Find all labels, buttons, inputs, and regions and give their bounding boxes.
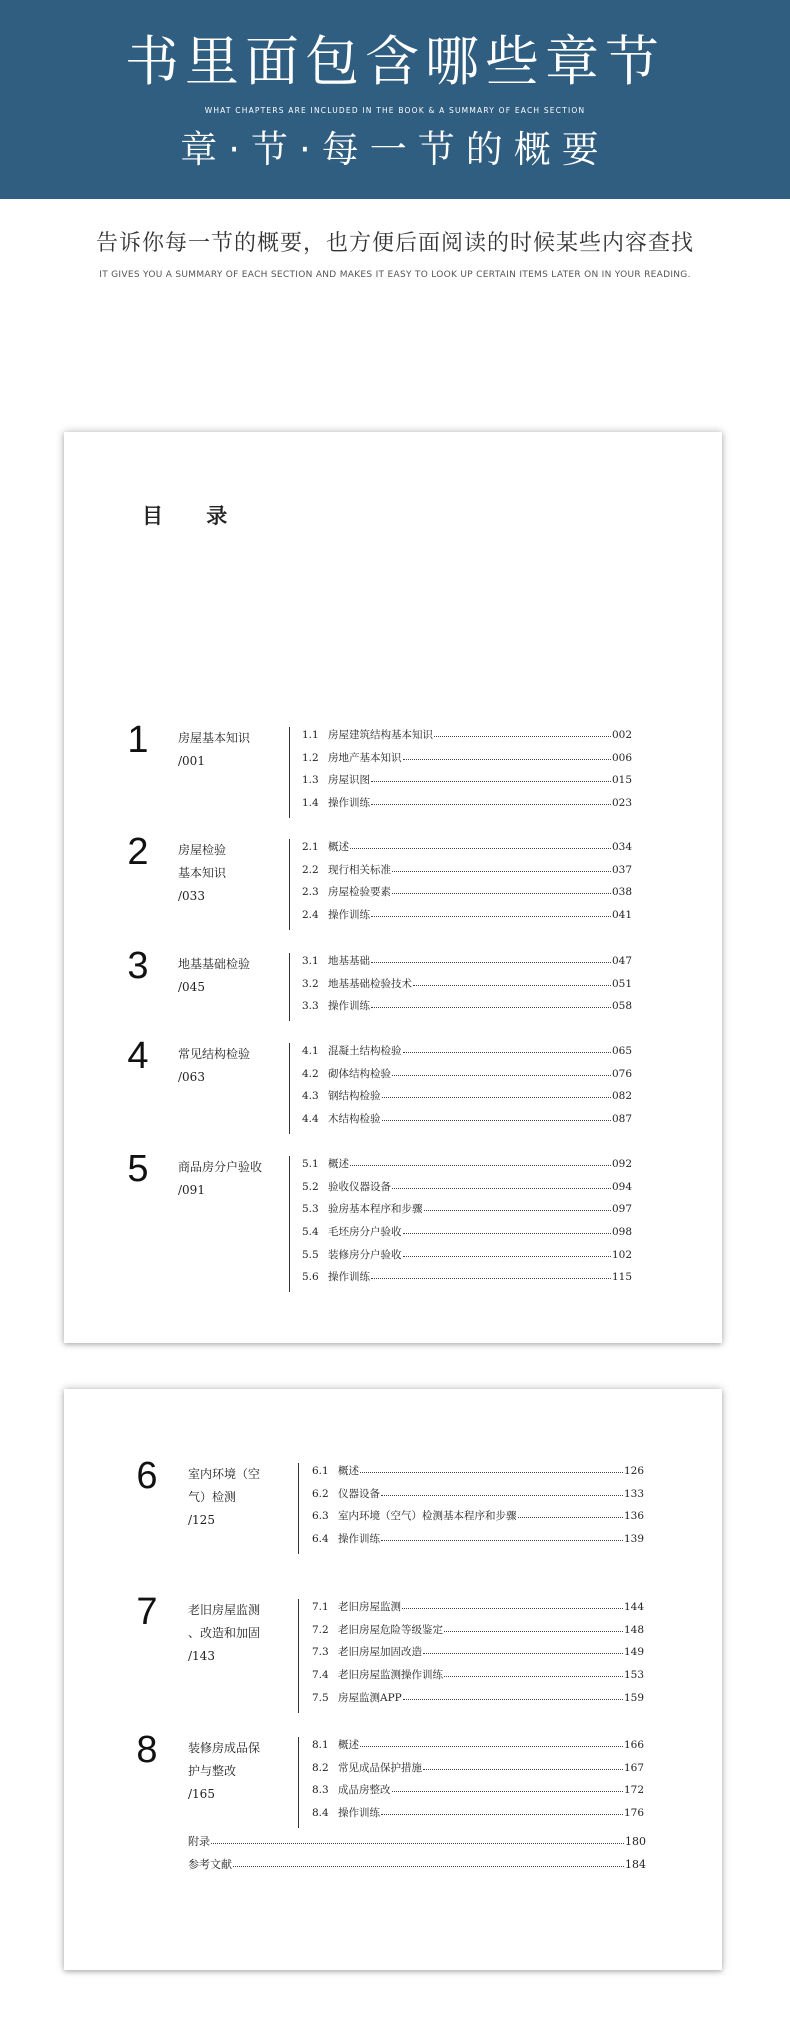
dot-leader (371, 954, 611, 963)
dot-leader (360, 1464, 623, 1473)
section-list (302, 727, 632, 818)
dot-leader (423, 1761, 623, 1770)
section-page: 172 (623, 1784, 644, 1797)
banner-subtitle-en: WHAT CHAPTERS ARE INCLUDED IN THE BOOK & A SUMMARY OF EACH SECTION (204, 106, 586, 115)
section-page: 065 (611, 1045, 632, 1057)
section-title: 老旧房屋加固改造 (338, 1646, 422, 1659)
chapter-title-line: 护与整改 (188, 1764, 237, 1778)
toc-section-row[interactable] (312, 1737, 644, 1760)
section-page: 115 (611, 1271, 632, 1284)
section-title: 操作训练 (328, 797, 370, 810)
section-title: 房屋检验要素 (328, 886, 391, 899)
dot-leader (382, 1089, 611, 1098)
section-number: 6.4 (312, 1533, 329, 1546)
dot-leader (211, 1835, 624, 1844)
section-number: 1.3 (302, 774, 319, 787)
toc-section-row[interactable] (302, 1088, 632, 1111)
dot-leader (423, 1645, 623, 1654)
section-title: 验房基本程序和步骤 (328, 1203, 423, 1216)
section-page: 102 (611, 1248, 632, 1261)
section-number: 2.4 (302, 909, 319, 922)
chapter-title[interactable] (178, 953, 290, 999)
section-number: 7.5 (312, 1691, 329, 1704)
dot-leader (403, 1225, 611, 1234)
toc-section-row[interactable] (302, 998, 632, 1021)
dot-leader (381, 1487, 623, 1496)
section-page: 051 (611, 977, 632, 990)
section-number: 3.2 (302, 977, 319, 990)
chapter-title[interactable] (178, 839, 290, 908)
dot-leader (350, 1157, 611, 1166)
section-title: 混凝土结构检验 (328, 1045, 402, 1057)
dot-leader (444, 1623, 623, 1632)
section-title: 参考文献 (188, 1858, 232, 1871)
chapter-divider (298, 1599, 299, 1713)
chapter-title[interactable] (178, 1043, 290, 1089)
dot-leader (518, 1509, 623, 1518)
dot-leader (392, 1180, 611, 1189)
section-list (302, 1156, 632, 1292)
toc-section-row[interactable] (312, 1531, 644, 1554)
dot-leader (402, 1600, 623, 1609)
chapter-title-line: /125 (188, 1513, 215, 1527)
chapter-title-line: 气）检测 (188, 1490, 237, 1504)
toc-section-row[interactable] (302, 1156, 632, 1179)
toc-page-1 (64, 432, 722, 1343)
section-title: 操作训练 (338, 1533, 380, 1546)
section-page: 180 (625, 1835, 646, 1848)
section-page: 144 (623, 1601, 644, 1613)
section-number: 7.1 (312, 1601, 329, 1613)
dot-leader (413, 977, 611, 986)
toc-section-row[interactable] (312, 1667, 644, 1690)
dot-leader (381, 1806, 623, 1815)
dot-leader (371, 796, 611, 805)
toc-section-row[interactable] (302, 1043, 632, 1066)
section-title: 操作训练 (328, 1271, 370, 1284)
section-number: 6.2 (312, 1487, 329, 1500)
section-title: 现行相关标准 (328, 863, 391, 876)
chapter-number: 8 (136, 1729, 158, 1771)
section-page: 047 (611, 955, 632, 967)
section-number: 7.3 (312, 1646, 329, 1659)
dot-leader (350, 840, 611, 849)
dot-leader (392, 885, 611, 894)
section-number: 2.1 (302, 841, 319, 853)
section-title: 房屋识图 (328, 774, 370, 787)
toc-section-row[interactable] (302, 1224, 632, 1247)
chapter-title-line: /001 (178, 754, 205, 768)
chapter-divider (289, 953, 290, 1021)
section-page: 098 (611, 1226, 632, 1239)
section-page: 184 (625, 1858, 646, 1871)
section-page: 015 (611, 774, 632, 787)
dot-leader (403, 1248, 611, 1257)
section-list (302, 953, 632, 1021)
toc-section-row[interactable] (302, 976, 632, 999)
section-page: 097 (611, 1203, 632, 1216)
chapter-divider (289, 839, 290, 930)
dot-leader (403, 1044, 611, 1053)
toc-section-row[interactable] (302, 750, 632, 773)
dot-leader (392, 1783, 623, 1792)
section-page: 159 (623, 1691, 644, 1704)
section-page: 082 (611, 1090, 632, 1103)
section-title: 老旧房屋监测操作训练 (338, 1669, 443, 1682)
section-page: 041 (611, 909, 632, 922)
toc-section-row[interactable] (302, 1247, 632, 1270)
section-title: 室内环境（空气）检测基本程序和步骤 (338, 1510, 517, 1523)
section-list (312, 1737, 644, 1828)
section-page: 087 (611, 1113, 632, 1126)
chapter-number: 5 (127, 1148, 149, 1190)
section-title: 操作训练 (328, 909, 370, 922)
chapter-divider (289, 1156, 290, 1292)
chapter-title-line: 地基基础检验 (178, 957, 251, 971)
toc-section-row[interactable] (312, 1486, 644, 1509)
section-title: 操作训练 (338, 1807, 380, 1820)
section-page: 167 (623, 1761, 644, 1774)
chapter-title-line: 基本知识 (178, 866, 227, 880)
chapter-title-line: 常见结构检验 (178, 1047, 251, 1061)
chapter-title-line: 房屋检验 (178, 843, 227, 857)
section-title: 概述 (328, 1158, 349, 1170)
section-number: 5.3 (302, 1203, 319, 1216)
section-number: 5.5 (302, 1248, 319, 1261)
section-title: 砌体结构检验 (328, 1067, 391, 1080)
section-title: 成品房整改 (338, 1784, 391, 1797)
section-title: 装修房分户验收 (328, 1248, 402, 1261)
chapter-number: 6 (136, 1455, 158, 1497)
toc-section-row[interactable] (312, 1508, 644, 1531)
dot-leader (371, 773, 611, 782)
section-number: 5.1 (302, 1158, 319, 1170)
toc-section-row[interactable] (302, 862, 632, 885)
dot-leader (233, 1858, 624, 1867)
section-number: 4.2 (302, 1067, 319, 1080)
dot-leader (403, 1691, 623, 1700)
chapter-title-line: 房屋基本知识 (178, 731, 251, 745)
section-page: 058 (611, 1000, 632, 1013)
chapter-title-line: /045 (178, 980, 205, 994)
section-title: 操作训练 (328, 1000, 370, 1013)
section-title: 房地产基本知识 (328, 751, 402, 764)
chapter-title-line: /143 (188, 1649, 215, 1663)
dot-leader (392, 1067, 611, 1076)
toc-section-row[interactable] (302, 727, 632, 750)
section-title: 地基基础检验技术 (328, 977, 412, 990)
chapter-number: 4 (127, 1035, 149, 1077)
toc-section-row[interactable] (302, 884, 632, 907)
toc-section-row[interactable] (302, 1201, 632, 1224)
section-title: 老旧房屋监测 (338, 1601, 401, 1613)
section-page: 094 (611, 1180, 632, 1193)
section-page: 166 (623, 1739, 644, 1751)
section-number: 3.1 (302, 955, 319, 967)
section-number: 1.4 (302, 797, 319, 810)
chapter-title[interactable] (188, 1463, 300, 1532)
section-page: 034 (611, 841, 632, 853)
section-number: 6.3 (312, 1510, 329, 1523)
section-number: 7.2 (312, 1623, 329, 1636)
section-page: 038 (611, 886, 632, 899)
chapter-title[interactable] (178, 1156, 290, 1202)
chapter-title-line: 老旧房屋监测 (188, 1603, 261, 1617)
section-title: 概述 (328, 841, 349, 853)
dot-leader (382, 1112, 611, 1121)
toc-section-row[interactable] (312, 1463, 644, 1486)
chapter-divider (289, 1043, 290, 1134)
dot-leader (403, 751, 611, 760)
dot-leader (371, 1270, 611, 1279)
section-number: 4.1 (302, 1045, 319, 1057)
dot-leader (371, 908, 611, 917)
toc-section-row[interactable] (302, 1179, 632, 1202)
toc-section-row[interactable] (312, 1644, 644, 1667)
chapter-number: 7 (136, 1591, 158, 1633)
toc-section-row[interactable] (312, 1805, 644, 1828)
appendix-row[interactable] (188, 1856, 646, 1879)
chapter-title-line: /165 (188, 1787, 215, 1801)
section-number: 6.1 (312, 1465, 329, 1477)
toc-section-row[interactable] (302, 1111, 632, 1134)
chapter-number: 1 (127, 719, 149, 761)
chapter-divider (298, 1737, 299, 1828)
section-page: 139 (623, 1533, 644, 1546)
section-number: 8.1 (312, 1739, 329, 1751)
dot-leader (381, 1532, 623, 1541)
section-page: 037 (611, 863, 632, 876)
chapter-title-line: /063 (178, 1070, 205, 1084)
toc-section-row[interactable] (312, 1760, 644, 1783)
section-list (302, 1043, 632, 1134)
chapter-title[interactable] (178, 727, 290, 773)
section-number: 1.1 (302, 729, 319, 741)
banner-title: 书里面包含哪些章节 (125, 30, 665, 93)
section-title: 仪器设备 (338, 1487, 380, 1500)
section-title: 毛坯房分户验收 (328, 1226, 402, 1239)
chapter-number: 3 (127, 945, 149, 987)
toc-section-row[interactable] (302, 907, 632, 930)
section-page: 148 (623, 1623, 644, 1636)
chapter-title-line: 、改造和加固 (188, 1626, 261, 1640)
section-title: 概述 (338, 1465, 359, 1477)
chapter-title-line: 室内环境（空 (188, 1467, 261, 1481)
dot-leader (424, 1202, 611, 1211)
chapter-title-line: /091 (178, 1183, 205, 1197)
toc-section-row[interactable] (302, 1066, 632, 1089)
section-page: 002 (611, 729, 632, 741)
toc-section-row[interactable] (312, 1622, 644, 1645)
toc-section-row[interactable] (312, 1782, 644, 1805)
section-page: 149 (623, 1646, 644, 1659)
toc-section-row[interactable] (302, 1269, 632, 1292)
section-number: 8.3 (312, 1784, 329, 1797)
section-list (302, 839, 632, 930)
section-title: 房屋建筑结构基本知识 (328, 729, 433, 741)
chapter-title-line: /033 (178, 889, 205, 903)
chapter-title[interactable] (188, 1599, 300, 1668)
section-number: 4.4 (302, 1113, 319, 1126)
toc-heading: 目 录 (142, 503, 246, 528)
section-number: 2.3 (302, 886, 319, 899)
section-number: 4.3 (302, 1090, 319, 1103)
toc-section-row[interactable] (302, 953, 632, 976)
section-number: 8.2 (312, 1761, 329, 1774)
section-title: 老旧房屋危险等级鉴定 (338, 1623, 443, 1636)
toc-page-2 (64, 1389, 722, 1970)
chapter-divider (289, 727, 290, 818)
section-title: 概述 (338, 1739, 359, 1751)
section-page: 136 (623, 1510, 644, 1523)
section-title: 钢结构检验 (328, 1090, 381, 1103)
toc-section-row[interactable] (302, 795, 632, 818)
section-number: 5.4 (302, 1226, 319, 1239)
dot-leader (444, 1668, 623, 1677)
chapter-title[interactable] (188, 1737, 300, 1806)
section-page: 092 (611, 1158, 632, 1170)
dot-leader (371, 999, 611, 1008)
section-page: 153 (623, 1669, 644, 1682)
dot-leader (392, 863, 611, 872)
chapter-title-line: 商品房分户验收 (178, 1160, 263, 1174)
section-number: 1.2 (302, 751, 319, 764)
chapter-number: 2 (127, 831, 149, 873)
section-number: 7.4 (312, 1669, 329, 1682)
appendix-list (188, 1833, 646, 1879)
section-list (312, 1599, 644, 1712)
section-title: 地基基础 (328, 955, 370, 967)
intro-text-zh: 告诉你每一节的概要，也方便后面阅读的时候某些内容查找 (95, 231, 694, 256)
section-title: 房屋监测APP (338, 1691, 402, 1704)
toc-section-row[interactable] (312, 1599, 644, 1622)
toc-section-row[interactable] (302, 772, 632, 795)
dot-leader (360, 1738, 623, 1747)
section-page: 006 (611, 751, 632, 764)
header-banner (0, 0, 790, 199)
section-title: 附录 (188, 1835, 210, 1848)
section-title: 验收仪器设备 (328, 1180, 391, 1193)
toc-section-row[interactable] (312, 1690, 644, 1713)
section-page: 133 (623, 1487, 644, 1500)
toc-section-row[interactable] (302, 839, 632, 862)
section-number: 8.4 (312, 1807, 329, 1820)
section-number: 3.3 (302, 1000, 319, 1013)
section-number: 2.2 (302, 863, 319, 876)
section-page: 023 (611, 797, 632, 810)
section-title: 木结构检验 (328, 1113, 381, 1126)
section-number: 5.6 (302, 1271, 319, 1284)
section-title: 常见成品保护措施 (338, 1761, 422, 1774)
intro-text-en: IT GIVES YOU A SUMMARY OF EACH SECTION AND MAKES IT EASY TO LOOK UP CERTAIN ITEMS LATER ON IN YOUR READING. (99, 270, 691, 280)
chapter-title-line: 装修房成品保 (188, 1741, 261, 1755)
appendix-row[interactable] (188, 1833, 646, 1856)
section-page: 076 (611, 1067, 632, 1080)
dot-leader (434, 728, 611, 737)
section-page: 176 (623, 1807, 644, 1820)
section-number: 5.2 (302, 1180, 319, 1193)
chapter-divider (298, 1463, 299, 1554)
section-list (312, 1463, 644, 1554)
section-page: 126 (623, 1465, 644, 1477)
banner-subtitle-zh: 章·节·每一节的概要 (180, 128, 610, 171)
